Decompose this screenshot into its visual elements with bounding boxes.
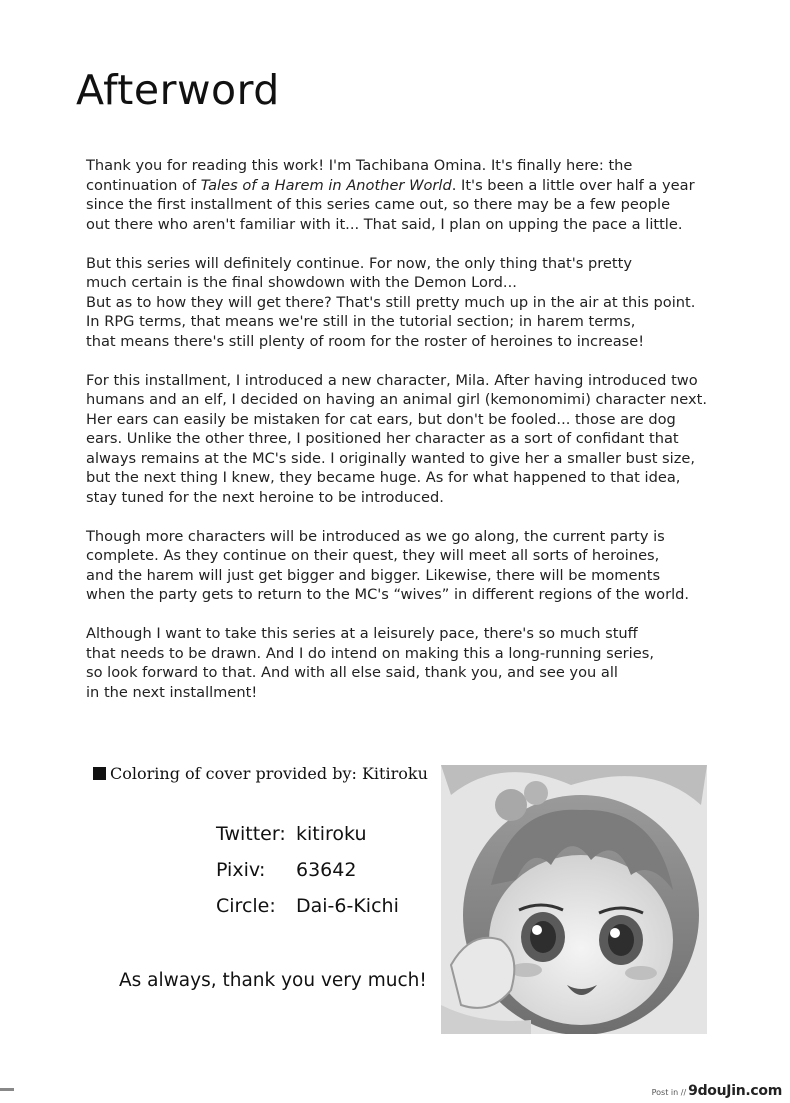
paragraph bbox=[86, 254, 746, 352]
pixiv-value: 63642 bbox=[296, 859, 357, 881]
twitter-label: Twitter: bbox=[216, 823, 286, 845]
black-square-icon bbox=[93, 767, 106, 780]
text-segment: and the harem will just get bigger and bigger. Likewise, there will be moments bbox=[86, 566, 661, 584]
paragraph bbox=[86, 624, 746, 702]
twitter-row bbox=[216, 816, 399, 852]
text-segment: that needs to be drawn. And I do intend on making this a long-running series, bbox=[86, 644, 654, 662]
text-line bbox=[86, 683, 746, 703]
cover-credit-text: Coloring of cover provided by: Kitiroku bbox=[110, 764, 428, 783]
text-line bbox=[86, 215, 746, 235]
text-segment: Her ears can easily be mistaken for cat ears, but don't be fooled... those are dog bbox=[86, 410, 676, 428]
page-edge-mark bbox=[0, 1088, 14, 1091]
text-line bbox=[86, 663, 746, 683]
page-title: Afterword bbox=[76, 66, 280, 114]
text-line bbox=[86, 449, 746, 469]
text-line bbox=[86, 488, 746, 508]
text-line bbox=[86, 371, 746, 391]
paragraph bbox=[86, 371, 746, 508]
text-segment: . It's been a little over half a year bbox=[451, 176, 695, 194]
text-line bbox=[86, 293, 746, 313]
circle-row bbox=[216, 888, 399, 924]
twitter-value: kitiroku bbox=[296, 823, 367, 845]
text-line bbox=[86, 585, 746, 605]
cover-credit-heading bbox=[93, 764, 428, 783]
text-segment: But this series will definitely continue. For now, the only thing that's pretty bbox=[86, 254, 632, 272]
illustration-drawing bbox=[441, 765, 707, 1034]
text-segment: ears. Unlike the other three, I positioned her character as a sort of confidant that bbox=[86, 430, 679, 447]
artist-contact-list bbox=[216, 816, 399, 924]
text-segment: out there who aren't familiar with it... That said, I plan on upping the pace a little. bbox=[86, 215, 683, 233]
text-segment: Though more characters will be introduced as we go along, the current party is bbox=[86, 527, 665, 545]
pixiv-row bbox=[216, 852, 399, 888]
paragraph bbox=[86, 156, 746, 234]
pixiv-label: Pixiv: bbox=[216, 859, 266, 881]
text-segment: in the next installment! bbox=[86, 683, 258, 701]
text-line bbox=[86, 644, 746, 664]
text-segment: In RPG terms, that means we're still in the tutorial section; in harem terms, bbox=[86, 313, 636, 330]
text-segment: much certain is the final showdown with the Demon Lord... bbox=[86, 274, 517, 291]
text-line bbox=[86, 390, 746, 410]
text-segment: but the next thing I knew, they became huge. As for what happened to that idea, bbox=[86, 469, 681, 486]
text-segment: always remains at the MC's side. I originally wanted to give her a smaller bust size, bbox=[86, 449, 695, 467]
text-line bbox=[86, 546, 746, 566]
afterword-body bbox=[86, 156, 746, 722]
text-segment: continuation of bbox=[86, 176, 201, 194]
circle-label: Circle: bbox=[216, 895, 276, 917]
text-line bbox=[86, 410, 746, 430]
text-segment: But as to how they will get there? That's still pretty much up in the air at this point. bbox=[86, 293, 696, 311]
text-line bbox=[86, 312, 746, 332]
watermark-site: 9douJin.com bbox=[688, 1083, 782, 1099]
text-segment: since the first installment of this series came out, so there may be a few people bbox=[86, 196, 671, 213]
text-line bbox=[86, 195, 746, 215]
text-line bbox=[86, 176, 746, 196]
text-segment: humans and an elf, I decided on having an animal girl (kemonomimi) character next. bbox=[86, 391, 708, 408]
paragraph bbox=[86, 527, 746, 605]
text-segment: so look forward to that. And with all else said, thank you, and see you all bbox=[86, 664, 618, 681]
watermark-prefix: Post in // bbox=[651, 1088, 687, 1097]
text-line bbox=[86, 527, 746, 547]
anime-girl-illustration bbox=[441, 765, 707, 1034]
text-segment: stay tuned for the next heroine to be introduced. bbox=[86, 488, 444, 506]
italic-title: Tales of a Harem in Another World bbox=[200, 176, 452, 194]
circle-value: Dai-6-Kichi bbox=[296, 895, 399, 917]
text-segment: that means there's still plenty of room for the roster of heroines to increase! bbox=[86, 332, 645, 350]
text-line bbox=[86, 468, 746, 488]
text-line bbox=[86, 156, 746, 176]
text-segment: when the party gets to return to the MC's “wives” in different regions of the world. bbox=[86, 586, 690, 603]
text-segment: Although I want to take this series at a leisurely pace, there's so much stuff bbox=[86, 625, 638, 642]
text-line bbox=[86, 429, 746, 449]
text-segment: complete. As they continue on their quest, they will meet all sorts of heroines, bbox=[86, 547, 660, 564]
text-line bbox=[86, 624, 746, 644]
text-segment: Thank you for reading this work! I'm Tachibana Omina. It's finally here: the bbox=[86, 157, 633, 174]
text-line bbox=[86, 332, 746, 352]
site-watermark bbox=[652, 1083, 782, 1099]
text-segment: For this installment, I introduced a new character, Mila. After having introduced two bbox=[86, 371, 698, 389]
text-line bbox=[86, 566, 746, 586]
text-line bbox=[86, 254, 746, 274]
text-line bbox=[86, 273, 746, 293]
closing-message: As always, thank you very much! bbox=[119, 970, 427, 991]
